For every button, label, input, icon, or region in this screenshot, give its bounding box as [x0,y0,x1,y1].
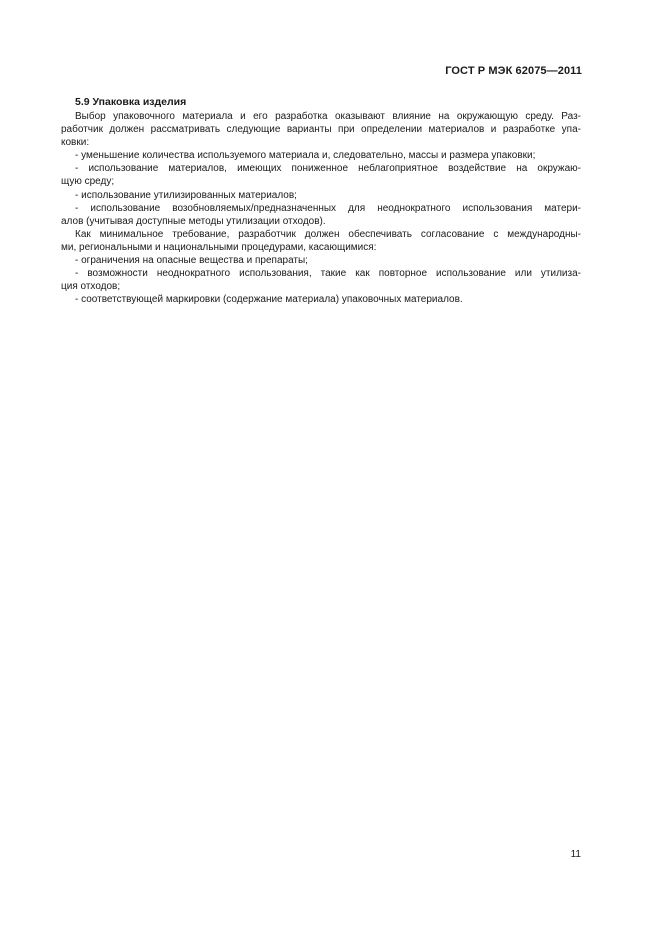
text-line: алов (учитывая доступные методы утилизации отходов). [61,215,326,227]
text-line: щую среду; [61,176,115,188]
text-line: - использование материалов, имеющих пониженное неблагоприятное воздействие на окружаю- [75,163,581,175]
text-line: ция отходов; [61,281,121,293]
text-line: - соответствующей маркировки (содержание материала) упаковочных материалов. [75,294,463,306]
document-id-header: ГОСТ Р МЭК 62075—2011 [445,65,582,77]
page-number: 11 [570,849,581,860]
section-title: 5.9 Упаковка изделия [75,96,187,108]
text-line: Как минимальное требование, разработчик должен обеспечивать согласование с международны- [75,228,581,240]
text-line: работчик должен рассматривать следующие варианты при определении материалов и разработке упа- [61,124,581,136]
text-line: - уменьшение количества используемого материала и, следовательно, массы и размера упаковки; [75,150,536,162]
text-line: - использование утилизированных материалов; [75,189,297,201]
section-body [61,110,581,306]
text-line: ми, региональными и национальными процедурами, касающимися: [61,241,377,253]
text-line: ковки: [61,137,90,149]
text-line: - использование возобновляемых/предназначенных для неоднократного использования матери- [75,202,581,214]
text-line: - возможности неоднократного использования, такие как повторное использование или утилиза- [75,268,581,280]
text-line: - ограничения на опасные вещества и препараты; [75,255,308,267]
text-line: Выбор упаковочного материала и его разработка оказывают влияние на окружающую среду. Раз- [75,111,581,122]
